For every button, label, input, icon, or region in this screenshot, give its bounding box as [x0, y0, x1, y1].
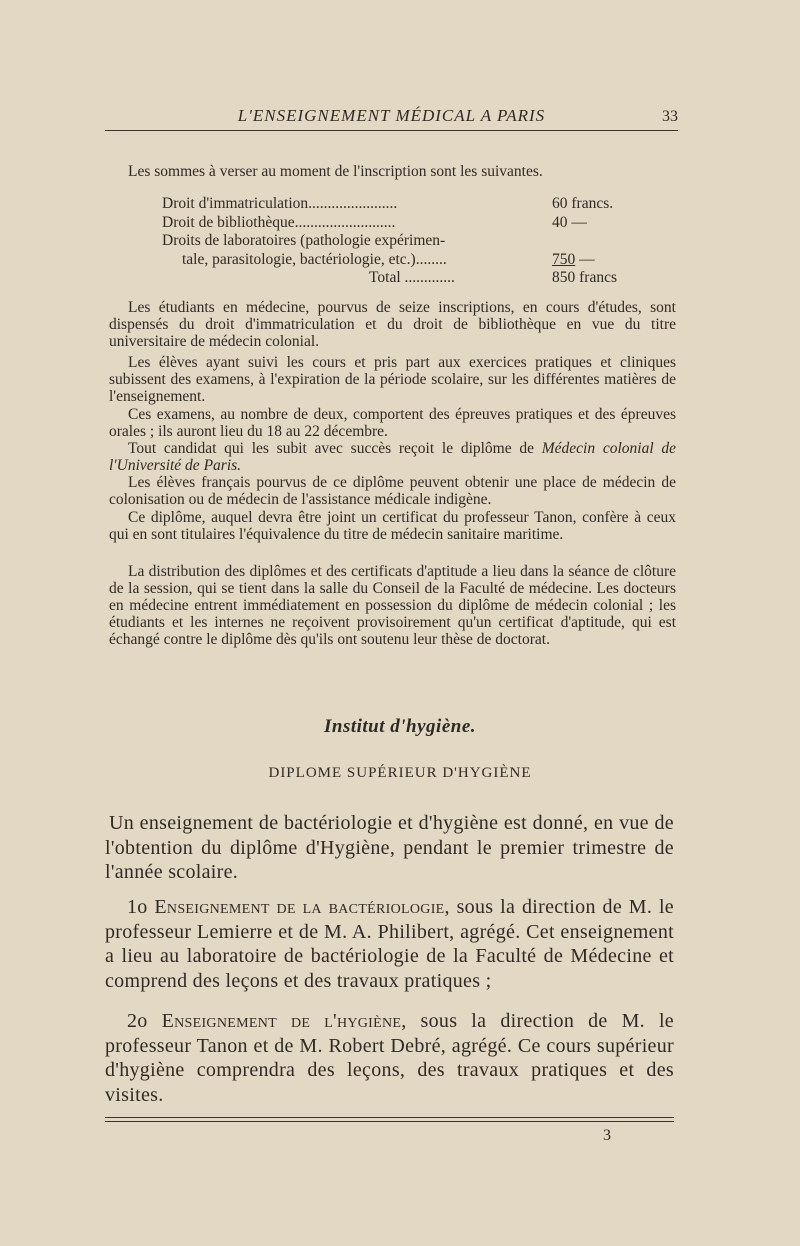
- list-item: [105, 895, 674, 993]
- footer-rule: [105, 1117, 674, 1118]
- paragraph: La distribution des diplômes et des certificats d'aptitude a lieu dans la séance de clôture de la session, qui se tient dans la salle du Conseil de la Faculté de médecine. Les docteurs en médecine entrent immédiatement en possession du diplôme de médecin colonial ; les étudiants et les internes ne reçoivent provisoirement qu'un certificat d'aptitude, qui est échangé contre le diplôme dès qu'ils ont soutenu leur thèse de doctorat.: [109, 563, 676, 648]
- list-item-number: 2o: [127, 1010, 162, 1032]
- section-intro: Un enseignement de bactériologie et d'hygiène est donné, en vue de l'obtention du diplôme d'Hygiène, pendant le premier trimestre de l'année scolaire.: [105, 812, 674, 883]
- fee-amount: [552, 251, 595, 268]
- fee-row: [162, 195, 632, 214]
- section-title: Institut d'hygiène.: [323, 716, 477, 737]
- running-title: L'ENSEIGNEMENT MÉDICAL A PARIS: [237, 106, 546, 125]
- section-subtitle: DIPLOME SUPÉRIEUR D'HYGIÈNE: [268, 765, 532, 781]
- paragraph-text: Tout candidat qui les subit avec succès reçoit le diplôme de: [128, 440, 542, 457]
- fee-total-amount: 850 francs: [552, 269, 617, 286]
- fee-label: tale, parasitologie, bactériologie, etc.)........: [182, 250, 447, 268]
- fee-amount-value: 750: [552, 250, 576, 268]
- paragraph: Ces examens, au nombre de deux, comportent des épreuves pratiques et des épreuves orales ; ils auront lieu du 18 au 22 décembre.: [109, 406, 676, 440]
- paragraph: Les étudiants en médecine, pourvus de seize inscriptions, en cours d'études, sont dispensés du droit d'immatriculation et du droit de bibliothèque en vue du titre universitaire de médecin colonial.: [109, 299, 676, 350]
- fee-row: [162, 214, 632, 233]
- paragraph: Les élèves ayant suivi les cours et pris part aux exercices pratiques et cliniques subissent des examens, à l'expiration de la période scolaire, sur les différentes matières de l'enseignement.: [109, 354, 676, 405]
- list-item: [105, 1009, 674, 1107]
- fee-total-row: [162, 269, 632, 288]
- paragraph: Les élèves français pourvus de ce diplôme peuvent obtenir une place de médecin de colonisation ou de médecin de l'assistance médicale indigène.: [109, 474, 676, 508]
- paragraph: [109, 440, 676, 474]
- fees-intro: Les sommes à verser au moment de l'inscription sont les suivantes.: [128, 163, 543, 180]
- signature-mark: 3: [603, 1127, 611, 1144]
- diploma-title: Médecin colonial de l'Université de Paris.: [109, 440, 676, 474]
- list-item-number: 1o: [127, 896, 155, 918]
- fee-label: Droit d'immatriculation.......................: [162, 195, 398, 212]
- fee-row: [162, 232, 632, 251]
- page-header: [105, 104, 678, 131]
- page-number: 33: [662, 108, 678, 125]
- list-item-heading: Enseignement de la bactériologie,: [154, 896, 450, 918]
- fee-amount: 60 francs.: [552, 195, 614, 212]
- footer-rule: [105, 1121, 674, 1122]
- fee-row: [162, 251, 632, 270]
- fees-table: [162, 195, 632, 288]
- fee-total-label: Total .............: [369, 269, 455, 286]
- list-item-text: sous la direction de M. le professeur Tanon et de M. Robert Debré, agrégé. Ce cours supérieur d'hygiène comprendra des leçons, des travaux pratiques et des visites.: [105, 1010, 674, 1106]
- fee-label: Droit de bibliothèque..........................: [162, 213, 396, 231]
- fee-amount: 40 —: [552, 213, 587, 231]
- list-item-heading: Enseignement de l'hygiène,: [161, 1010, 407, 1032]
- fee-amount-suffix: —: [575, 250, 595, 268]
- paragraph: Ce diplôme, auquel devra être joint un certificat du professeur Tanon, confère à ceux qui en sont titulaires l'équivalence du titre de médecin sanitaire maritime.: [109, 509, 676, 543]
- list-item-text: sous la direction de M. le professeur Lemierre et de M. A. Philibert, agrégé. Cet enseignement a lieu au laboratoire de bactériologie de la Faculté de Médecine et comprend des leçons et des travaux pratiques ;: [105, 896, 674, 992]
- fee-label: Droits de laboratoires (pathologie expérimen-: [162, 232, 446, 249]
